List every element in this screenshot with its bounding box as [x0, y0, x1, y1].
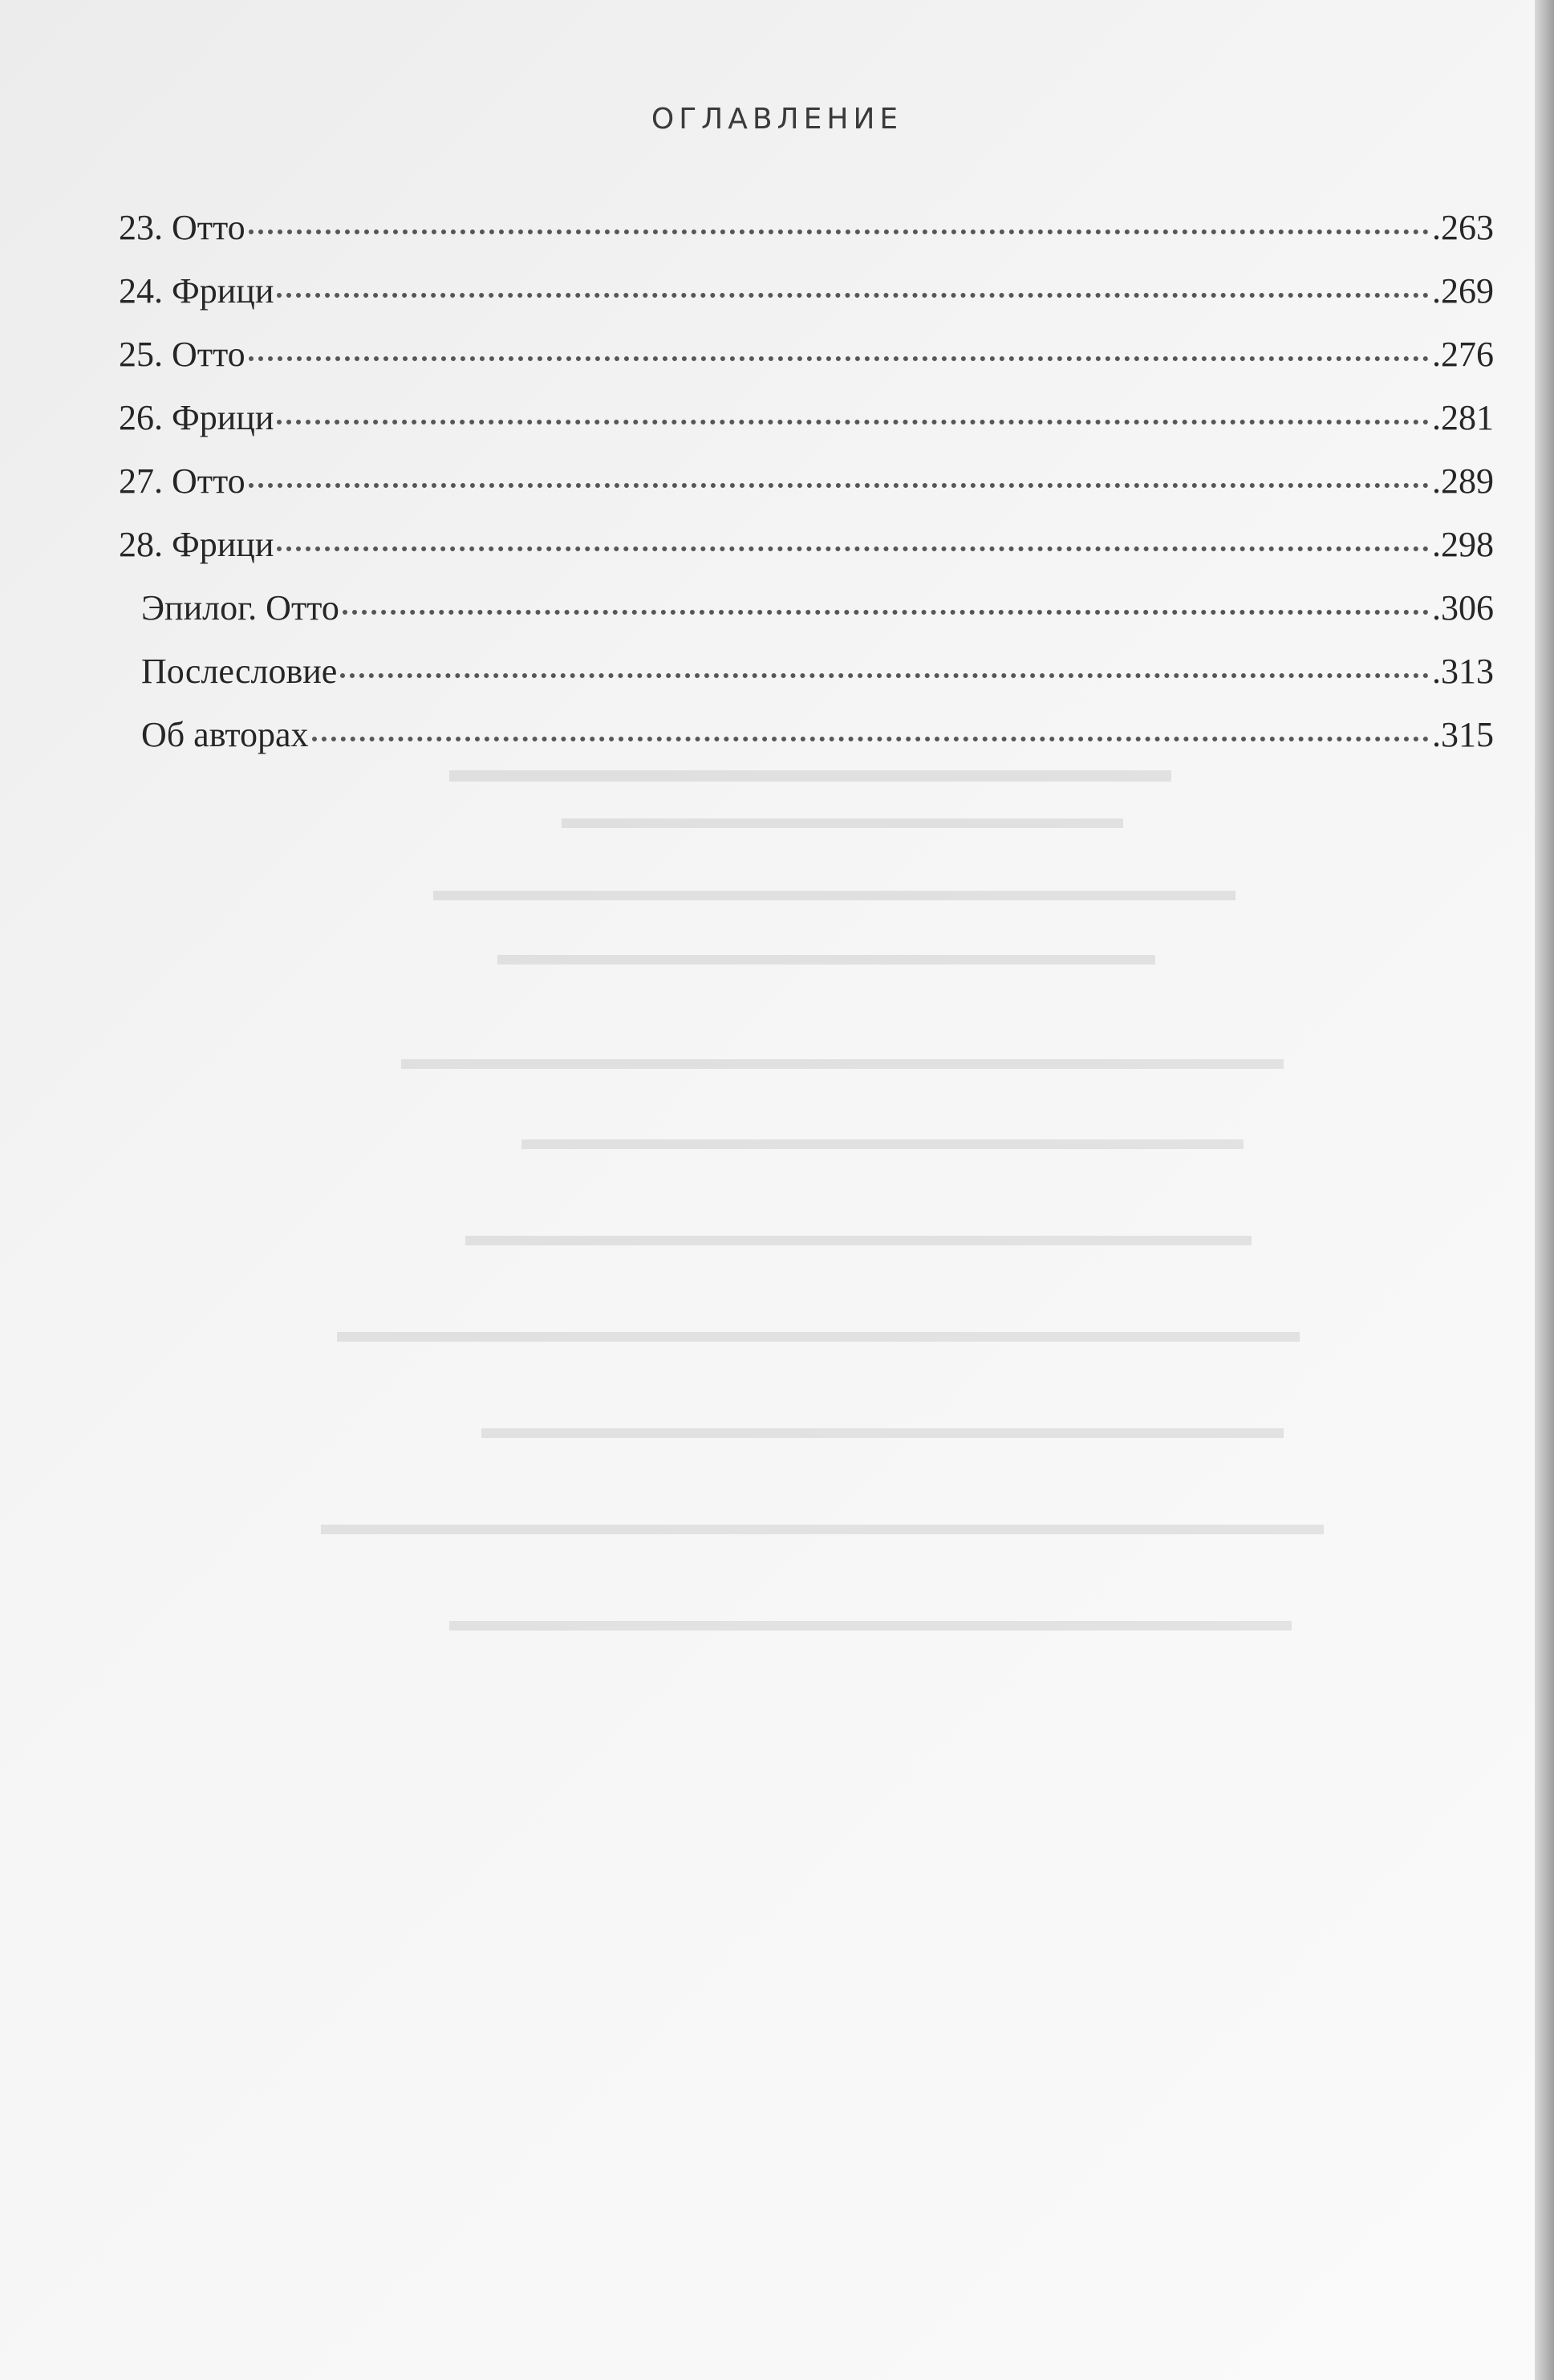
toc-entry — [119, 270, 1494, 334]
toc-dot-leader — [343, 610, 1429, 615]
toc-entry-page: .269 — [1432, 271, 1494, 311]
toc-entry-title: Об авторах — [141, 715, 309, 754]
toc-dot-leader — [277, 546, 1429, 551]
toc-dot-leader — [340, 673, 1429, 678]
toc-entry-page: .298 — [1432, 525, 1494, 564]
toc-entry — [119, 714, 1494, 778]
toc-dot-leader — [277, 420, 1429, 424]
toc-entry — [119, 207, 1494, 270]
toc-entry-title: Эпилог. Отто — [141, 588, 339, 627]
toc-entry-title: 27. Отто — [119, 461, 245, 501]
toc-dot-leader — [277, 293, 1429, 298]
toc-entry-page: .306 — [1432, 588, 1494, 627]
toc-dot-leader — [249, 229, 1429, 234]
toc-entry-title: 26. Фрици — [119, 398, 274, 437]
toc-entry — [119, 461, 1494, 524]
toc-entry-page: .313 — [1432, 652, 1494, 691]
toc-entry — [119, 524, 1494, 587]
bleed-through-texture — [0, 722, 1554, 2247]
toc-entry-page: .263 — [1432, 208, 1494, 247]
toc-entry-title: 28. Фрици — [119, 525, 274, 564]
toc-entry-page: .276 — [1432, 335, 1494, 374]
toc-entry-title: 24. Фрици — [119, 271, 274, 311]
toc-dot-leader — [312, 737, 1429, 741]
toc-entry — [119, 397, 1494, 461]
toc-entry-title: 25. Отто — [119, 335, 245, 374]
table-of-contents — [119, 207, 1494, 778]
toc-entry-title: Послесловие — [141, 652, 338, 691]
page-edge — [1535, 0, 1554, 2380]
toc-entry-page: .315 — [1432, 715, 1494, 754]
toc-entry — [119, 334, 1494, 397]
toc-dot-leader — [249, 356, 1429, 361]
toc-entry-page: .281 — [1432, 398, 1494, 437]
toc-dot-leader — [249, 483, 1429, 488]
toc-entry — [119, 587, 1494, 651]
page-title: ОГЛАВЛЕНИЕ — [651, 103, 903, 136]
toc-entry-page: .289 — [1432, 461, 1494, 501]
toc-entry-title: 23. Отто — [119, 208, 245, 247]
toc-entry — [119, 651, 1494, 714]
